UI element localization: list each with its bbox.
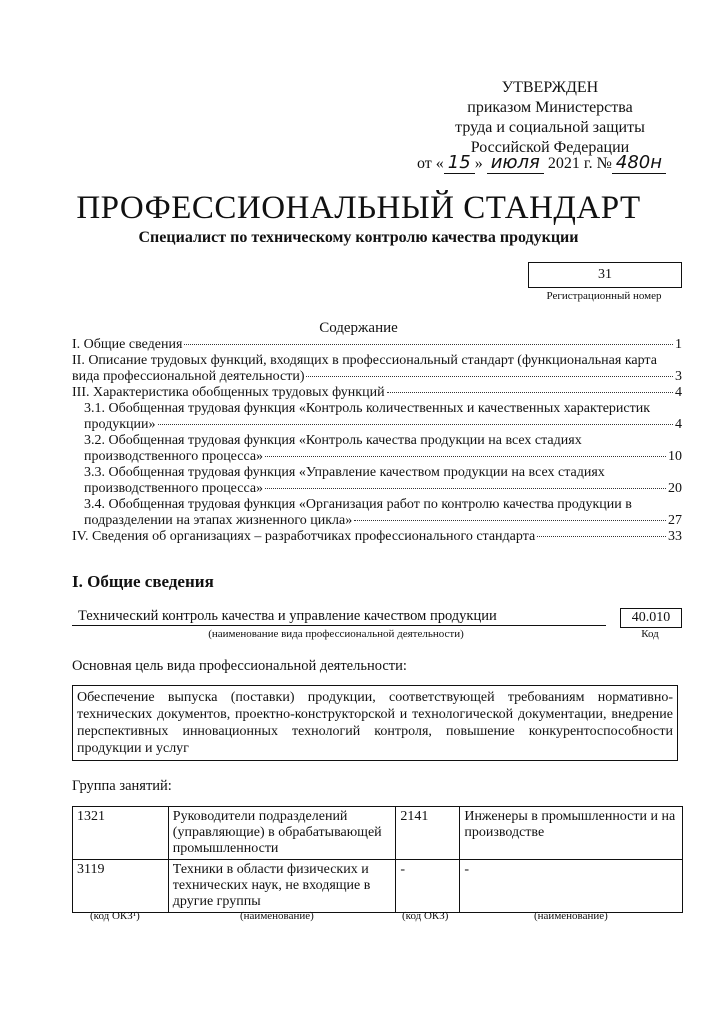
- activity-code-caption: Код: [641, 628, 659, 640]
- date-mid: »: [474, 155, 487, 172]
- caption-name: (наименование): [534, 910, 608, 922]
- handwritten-month: июля: [487, 152, 544, 174]
- okz-code-cell: 3119: [73, 860, 169, 913]
- occupation-groups-label: Группа занятий:: [72, 778, 172, 794]
- toc-entry[interactable]: подразделении на этапах жизненного цикла» 27: [84, 513, 682, 528]
- toc-entry-text[interactable]: 3.1. Обобщенная трудовая функция «Контроль количественных и качественных характеристик: [84, 401, 651, 416]
- approval-country: Российской Федерации: [470, 139, 630, 156]
- handwritten-day: 15: [444, 152, 475, 174]
- date-year: 2021 г. №: [543, 155, 612, 172]
- goal-text-box: Обеспечение выпуска (поставки) продукции, соответствующей требованиям нормативно-технических документов, проектно-конструкторской и технологической документации, внедрение перспективных инновационных технологий контроля, повышение конкурентоспособности продукции и услуг: [72, 685, 678, 761]
- occupation-groups-table: [72, 806, 683, 913]
- occupation-name-cell: -: [460, 860, 683, 913]
- okz-code-cell: 2141: [396, 807, 460, 860]
- toc-entry-text[interactable]: 3.2. Обобщенная трудовая функция «Контроль качества продукции на всех стадиях: [84, 433, 582, 448]
- activity-name: Технический контроль качества и управление качеством продукции: [72, 608, 606, 626]
- okz-code-cell: 1321: [73, 807, 169, 860]
- document-title: ПРОФЕССИОНАЛЬНЫЙ СТАНДАРТ: [76, 190, 641, 226]
- okz-code-cell: -: [396, 860, 460, 913]
- handwritten-order-number: 480н: [612, 152, 666, 174]
- toc-entry-text[interactable]: 3.4. Обобщенная трудовая функция «Организация работ по контролю качества продукции в: [84, 497, 632, 512]
- registration-number-box: 31: [528, 262, 682, 288]
- approval-block: [400, 78, 700, 158]
- activity-code-box: 40.010: [620, 608, 682, 628]
- toc-entry-text[interactable]: 3.3. Обобщенная трудовая функция «Управление качеством продукции на всех стадиях: [84, 465, 605, 480]
- approval-heading: УТВЕРЖДЕН: [501, 79, 599, 96]
- table-row: [73, 860, 683, 913]
- toc-entry[interactable]: производственного процесса» 10: [84, 449, 682, 464]
- caption-okz-code: (код ОКЗ): [402, 910, 449, 922]
- approval-order: приказом Министерства: [467, 99, 633, 116]
- toc-entry[interactable]: III. Характеристика обобщенных трудовых функций 4: [72, 385, 682, 400]
- order-date-line: [417, 152, 666, 173]
- toc-entry[interactable]: I. Общие сведения 1: [72, 337, 682, 352]
- approval-ministry: труда и социальной защиты: [455, 119, 645, 136]
- date-prefix: от «: [417, 155, 444, 172]
- registration-number-label: Регистрационный номер: [546, 290, 662, 302]
- caption-okz-code: (код ОКЗ¹): [90, 910, 140, 922]
- toc-entry[interactable]: производственного процесса» 20: [84, 481, 682, 496]
- section-heading: I. Общие сведения: [72, 572, 214, 591]
- toc-entry[interactable]: IV. Сведения об организациях – разработчиках профессионального стандарта 33: [72, 529, 682, 544]
- document-subtitle: Специалист по техническому контролю качества продукции: [138, 229, 579, 246]
- occupation-name-cell: Инженеры в промышленности и на производстве: [460, 807, 683, 860]
- occupation-name-cell: Руководители подразделений (управляющие) в обрабатывающей промышленности: [168, 807, 396, 860]
- occupation-name-cell: Техники в области физических и технических наук, не входящие в другие группы: [168, 860, 396, 913]
- table-row: [73, 807, 683, 860]
- table-of-contents: [72, 337, 682, 545]
- toc-entry[interactable]: вида профессиональной деятельности) 3: [72, 369, 682, 384]
- toc-title: Содержание: [319, 320, 398, 336]
- activity-caption: (наименование вида профессиональной деятельности): [208, 628, 464, 640]
- caption-name: (наименование): [240, 910, 314, 922]
- toc-entry-text[interactable]: II. Описание трудовых функций, входящих в профессиональный стандарт (функциональная карта: [72, 353, 657, 368]
- toc-entry[interactable]: продукции» 4: [84, 417, 682, 432]
- goal-label: Основная цель вида профессиональной деятельности:: [72, 658, 407, 674]
